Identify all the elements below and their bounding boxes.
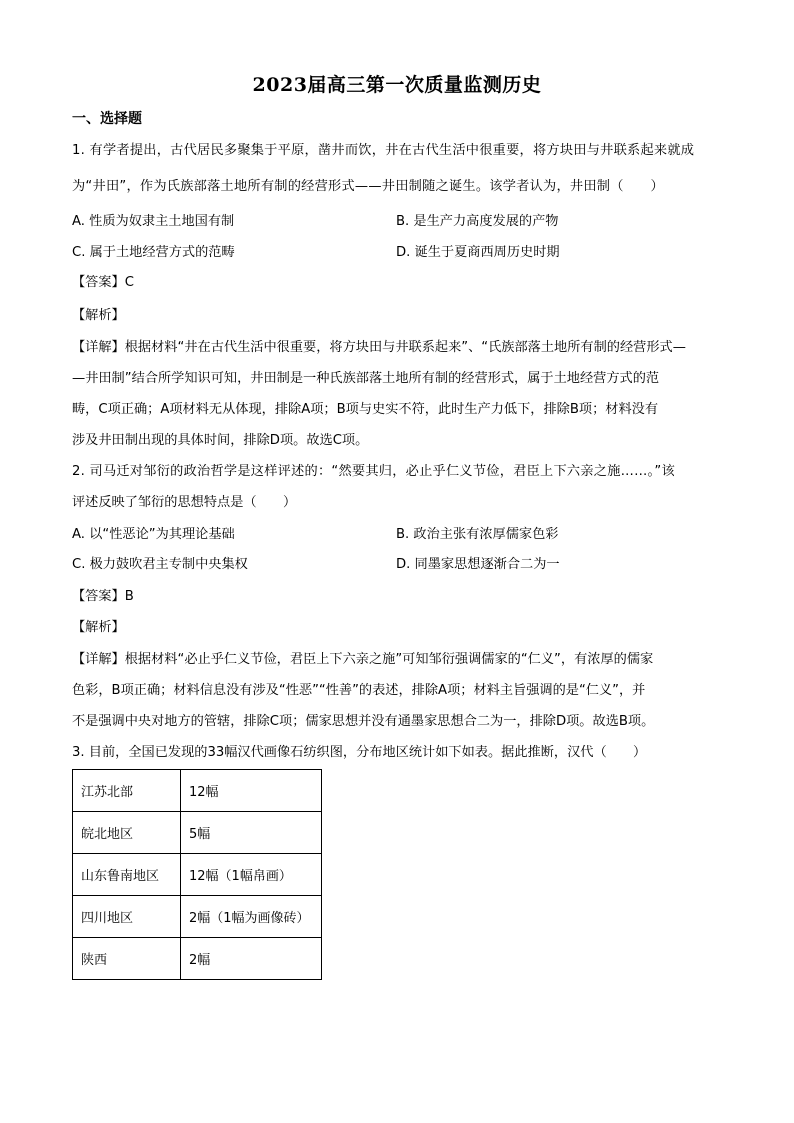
q1-detail-line4: 涉及井田制出现的具体时间，排除D项。故选C项。 xyxy=(72,433,369,448)
q3-stem-line1: 3. 目前，全国已发现的33幅汉代画像石纺织图，分布地区统计如下如表。据此推断，汉代（ ） xyxy=(72,745,647,760)
q2-analysis-label: 【解析】 xyxy=(72,620,125,635)
table-cell-region: 江苏北部 xyxy=(73,770,181,812)
q2-stem-line1: 2. 司马迁对邹衍的政治哲学是这样评述的：“然要其归，必止乎仁义节俭，君臣上下六亲之施……。”该 xyxy=(72,464,675,479)
table-row xyxy=(73,896,322,938)
q1-option-c: C. 属于土地经营方式的范畴 xyxy=(72,245,235,260)
q1-detail-line3: 畴，C项正确；A项材料无从体现，排除A项；B项与史实不符，此时生产力低下，排除B项；材料没有 xyxy=(72,402,659,417)
q1-option-a: A. 性质为奴隶主土地国有制 xyxy=(72,214,235,229)
q2-option-c: C. 极力鼓吹君主专制中央集权 xyxy=(72,557,248,572)
q1-detail-line2: —井田制”结合所学知识可知，井田制是一种氏族部落土地所有制的经营形式，属于土地经营方式的范 xyxy=(72,371,660,386)
table-cell-region: 陕西 xyxy=(73,938,181,980)
table-row xyxy=(73,770,322,812)
q1-option-b: B. 是生产力高度发展的产物 xyxy=(396,214,559,229)
distribution-table xyxy=(72,769,322,980)
q1-stem-line2: 为“井田”，作为氏族部落土地所有制的经营形式——井田制随之诞生。该学者认为，井田制（ ） xyxy=(72,179,664,194)
table-cell-count: 2幅 xyxy=(181,938,322,980)
table-cell-count: 5幅 xyxy=(181,812,322,854)
q2-detail-line3: 不是强调中央对地方的管辖，排除C项；儒家思想并没有通墨家思想合二为一，排除D项。故选B项。 xyxy=(72,714,655,729)
table-cell-count: 12幅（1幅帛画） xyxy=(181,854,322,896)
q1-answer: 【答案】C xyxy=(72,275,134,290)
q2-detail-line1: 【详解】根据材料“必止乎仁义节俭，君臣上下六亲之施”可知邹衍强调儒家的“仁义”，有浓厚的儒家 xyxy=(72,652,654,667)
q2-option-d: D. 同墨家思想逐渐合二为一 xyxy=(396,557,560,572)
table-cell-region: 四川地区 xyxy=(73,896,181,938)
section-heading: 一、选择题 xyxy=(72,111,142,127)
q1-detail-line1: 【详解】根据材料“井在古代生活中很重要，将方块田与井联系起来”、“氏族部落土地所有制的经营形式— xyxy=(72,340,686,355)
table-row xyxy=(73,854,322,896)
page-title: 2023届高三第一次质量监测历史 xyxy=(252,74,542,96)
q2-option-a: A. 以“性恶论”为其理论基础 xyxy=(72,527,235,542)
table-cell-count: 2幅（1幅为画像砖） xyxy=(181,896,322,938)
table-row xyxy=(73,938,322,980)
q2-detail-line2: 色彩，B项正确；材料信息没有涉及“性恶”“性善”的表述，排除A项；材料主旨强调的是“仁义”，并 xyxy=(72,683,646,698)
table-cell-region: 山东鲁南地区 xyxy=(73,854,181,896)
q1-analysis-label: 【解析】 xyxy=(72,308,125,323)
q1-stem-line1: 1. 有学者提出，古代居民多聚集于平原，凿井而饮，井在古代生活中很重要，将方块田与井联系起来就成 xyxy=(72,143,695,158)
table-cell-region: 皖北地区 xyxy=(73,812,181,854)
q2-option-b: B. 政治主张有浓厚儒家色彩 xyxy=(396,527,559,542)
table-row xyxy=(73,812,322,854)
q2-answer: 【答案】B xyxy=(72,589,134,604)
q1-option-d: D. 诞生于夏商西周历史时期 xyxy=(396,245,560,260)
q2-stem-line2: 评述反映了邹衍的思想特点是（ ） xyxy=(72,495,297,510)
table-cell-count: 12幅 xyxy=(181,770,322,812)
